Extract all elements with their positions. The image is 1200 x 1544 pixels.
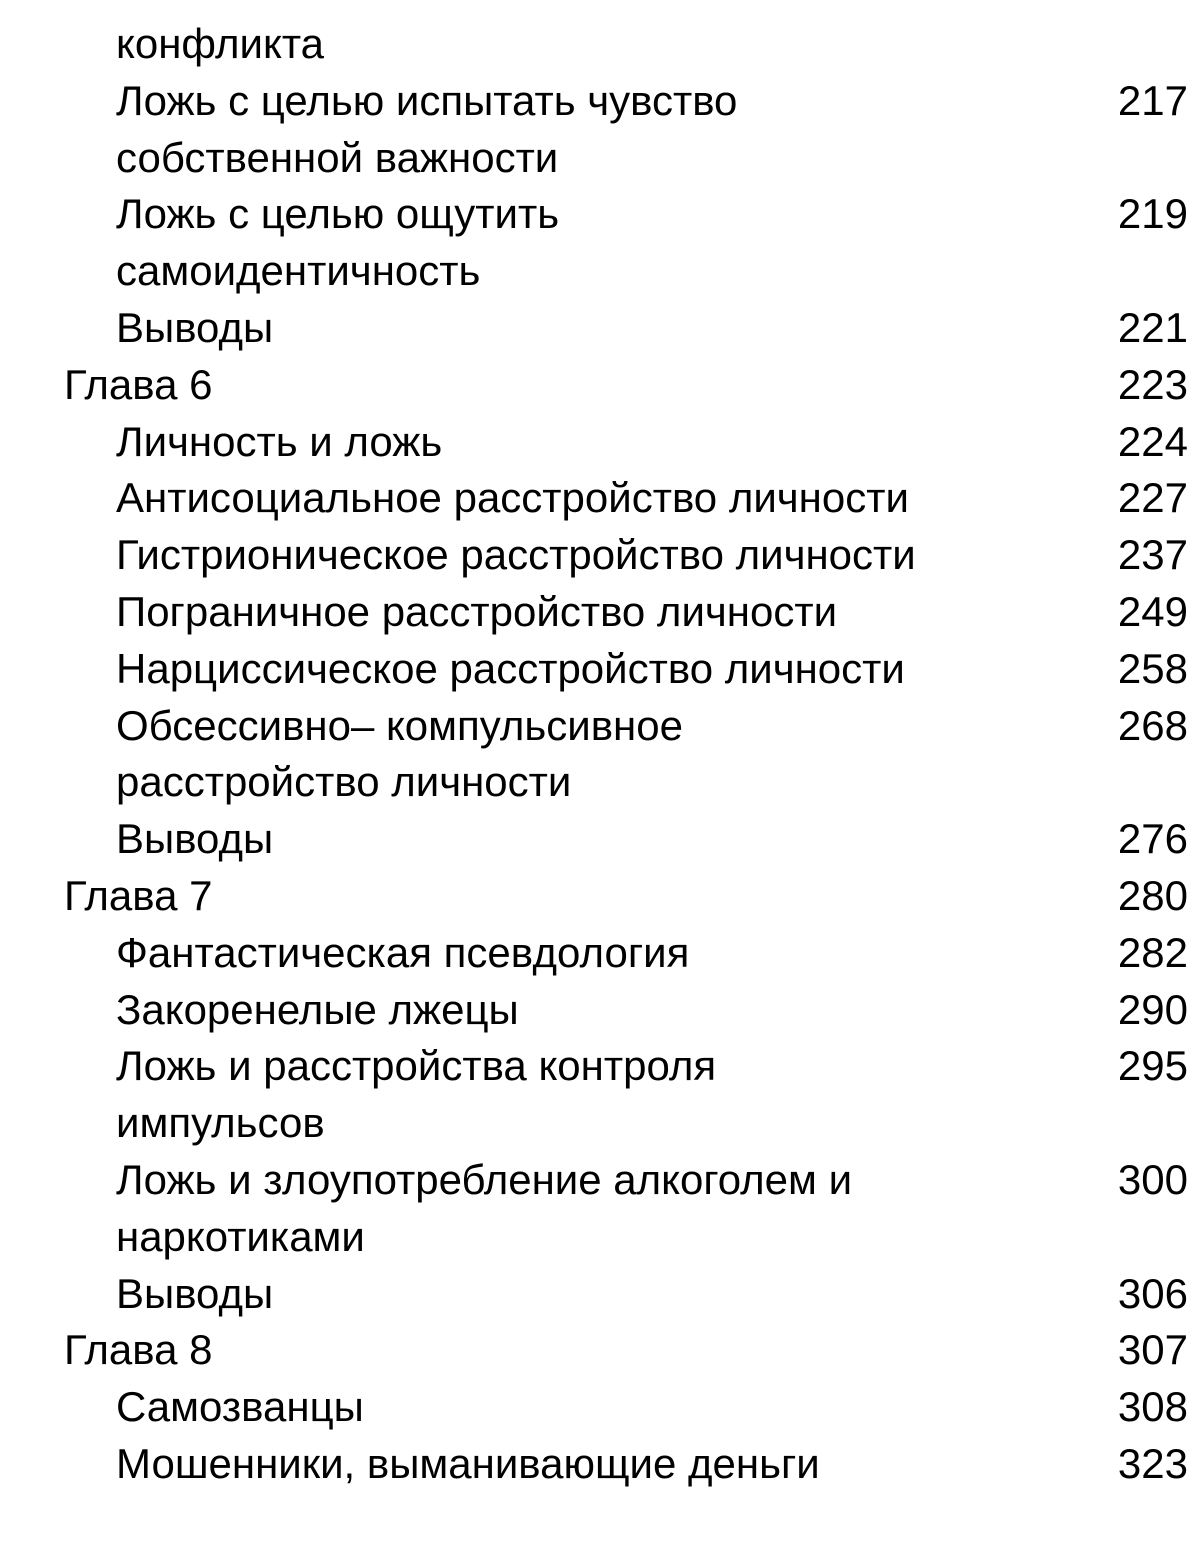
toc-entry-title: Нарциссическое расстройство личности [116, 644, 905, 692]
toc-entry [0, 243, 1200, 300]
toc-entry [0, 300, 1200, 357]
toc-entry [0, 811, 1200, 868]
toc-page-number: 224 [1117, 417, 1188, 465]
toc-entry [0, 470, 1200, 527]
toc-entry [0, 414, 1200, 471]
table-of-contents [0, 16, 1200, 1493]
toc-entry-title: Ложь и расстройства контроля [116, 1042, 717, 1090]
toc-entry [0, 925, 1200, 982]
toc-chapter-entry [0, 357, 1200, 414]
toc-page-number: 300 [1117, 1155, 1188, 1203]
toc-entry [0, 130, 1200, 187]
toc-page-number: 306 [1117, 1269, 1188, 1317]
toc-entry-title: Антисоциальное расстройство личности [116, 474, 909, 522]
toc-page-number: 223 [1117, 360, 1188, 408]
toc-entry [0, 527, 1200, 584]
toc-entry-title: наркотиками [116, 1212, 365, 1260]
toc-entry [0, 1266, 1200, 1323]
toc-page-number: 323 [1117, 1439, 1188, 1487]
toc-page-number: 307 [1117, 1326, 1188, 1374]
toc-entry-title: собственной важности [116, 133, 559, 181]
toc-page-number: 276 [1117, 815, 1188, 863]
toc-page-number: 227 [1117, 474, 1188, 522]
toc-entry-title: Глава 6 [64, 360, 213, 408]
toc-entry-title: Ложь с целью испытать чувство [116, 76, 738, 124]
toc-entry [0, 1152, 1200, 1209]
toc-entry [0, 641, 1200, 698]
toc-entry [0, 1379, 1200, 1436]
toc-entry-title: Мошенники, выманивающие деньги [116, 1439, 820, 1487]
toc-page-number: 219 [1117, 190, 1188, 238]
toc-entry [0, 1209, 1200, 1266]
toc-page-number: 290 [1117, 985, 1188, 1033]
toc-entry-title: Глава 7 [64, 871, 213, 919]
toc-entry [0, 1038, 1200, 1095]
toc-entry-title: Личность и ложь [116, 417, 443, 465]
toc-page-number: 217 [1117, 76, 1188, 124]
toc-entry [0, 1095, 1200, 1152]
toc-page-number: 268 [1117, 701, 1188, 749]
toc-page-number: 308 [1117, 1383, 1188, 1431]
toc-entry [0, 1436, 1200, 1493]
toc-entry-title: Ложь с целью ощутить [116, 190, 560, 238]
toc-page-number: 295 [1117, 1042, 1188, 1090]
toc-entry-title: Выводы [116, 303, 274, 351]
toc-entry [0, 982, 1200, 1039]
toc-entry [0, 584, 1200, 641]
toc-entry-title: расстройство личности [116, 758, 572, 806]
toc-entry-title: Обсессивно– компульсивное [116, 701, 683, 749]
toc-page-number: 237 [1117, 531, 1188, 579]
toc-page-number: 282 [1117, 928, 1188, 976]
toc-chapter-entry [0, 868, 1200, 925]
toc-entry-title: Выводы [116, 1269, 274, 1317]
toc-page-number: 221 [1117, 303, 1188, 351]
toc-entry-title: Выводы [116, 815, 274, 863]
toc-page-number: 258 [1117, 644, 1188, 692]
toc-entry-title: Закоренелые лжецы [116, 985, 519, 1033]
toc-entry-title: Самозванцы [116, 1383, 364, 1431]
toc-entry [0, 754, 1200, 811]
toc-entry [0, 186, 1200, 243]
toc-entry-title: Пограничное расстройство личности [116, 587, 838, 635]
toc-entry [0, 16, 1200, 73]
toc-entry-title: самоидентичность [116, 247, 481, 295]
toc-page-number: 249 [1117, 587, 1188, 635]
toc-entry [0, 73, 1200, 130]
toc-entry-title: Глава 8 [64, 1326, 213, 1374]
toc-chapter-entry [0, 1322, 1200, 1379]
toc-entry-title: Ложь и злоупотребление алкоголем и [116, 1155, 853, 1203]
toc-page-number: 280 [1117, 871, 1188, 919]
toc-entry-title: Гистрионическое расстройство личности [116, 531, 916, 579]
toc-entry-title: импульсов [116, 1099, 325, 1147]
toc-entry-title: конфликта [116, 20, 324, 67]
toc-entry-title: Фантастическая псевдология [116, 928, 690, 976]
toc-entry [0, 698, 1200, 755]
